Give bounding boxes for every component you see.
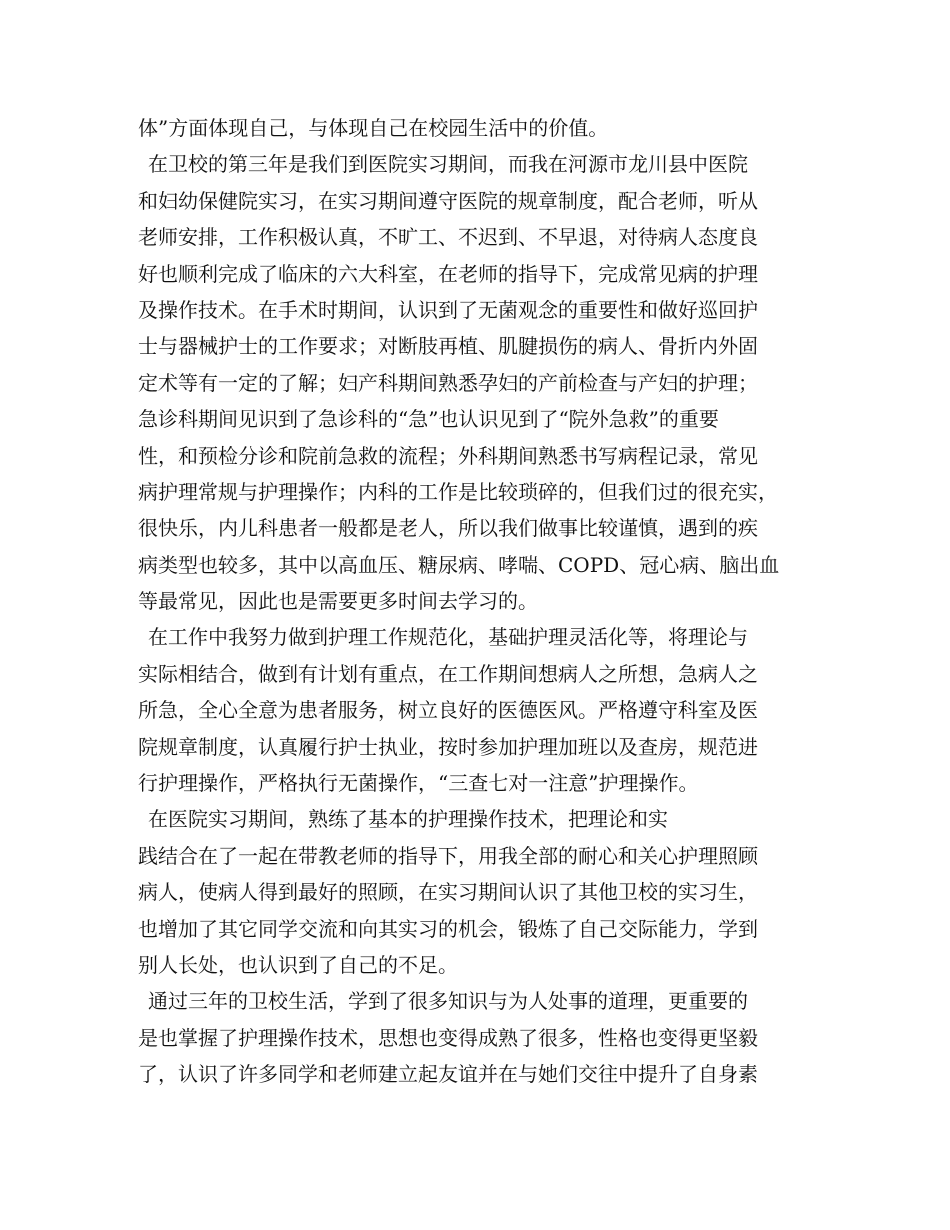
text-line: 是也掌握了护理操作技术，思想也变得成熟了很多，性格也变得更坚毅 xyxy=(138,1025,758,1050)
text-line: 定术等有一定的了解；妇产科期间熟悉孕妇的产前检查与产妇的护理； xyxy=(138,370,758,395)
text-line: 很快乐，内儿科患者一般都是老人，所以我们做事比较谨慎，遇到的疾 xyxy=(138,516,758,541)
text-line: 践结合在了一起在带教老师的指导下，用我全部的耐心和关心护理照顾 xyxy=(138,843,758,868)
text-line: 病护理常规与护理操作；内科的工作是比较琐碎的，但我们过的很充实， xyxy=(138,479,778,504)
text-line: 老师安排，工作积极认真，不旷工、不迟到、不早退，对待病人态度良 xyxy=(138,225,758,250)
text-line: 通过三年的卫校生活，学到了很多知识与为人处事的道理，更重要的 xyxy=(148,989,748,1014)
text-line: 实际相结合，做到有计划有重点，在工作期间想病人之所想，急病人之 xyxy=(138,661,758,686)
text-line: 好也顺利完成了临床的六大科室，在老师的指导下，完成常见病的护理 xyxy=(138,261,758,286)
text-line: 在工作中我努力做到护理工作规范化，基础护理灵活化等，将理论与 xyxy=(148,625,748,650)
text-line: 也增加了其它同学交流和向其实习的机会，锻炼了自己交际能力，学到 xyxy=(138,916,758,941)
text-line: 行护理操作，严格执行无菌操作，“三查七对一注意”护理操作。 xyxy=(138,771,699,796)
text-line: 和妇幼保健院实习，在实习期间遵守医院的规章制度，配合老师，听从 xyxy=(138,188,758,213)
text-line: 病类型也较多，其中以高血压、糖尿病、哮喘、COPD、冠心病、脑出血 xyxy=(138,552,780,577)
text-line: 病人，使病人得到最好的照顾，在实习期间认识了其他卫校的实习生， xyxy=(138,880,758,905)
text-line: 在卫校的第三年是我们到医院实习期间，而我在河源市龙川县中医院 xyxy=(148,152,748,177)
text-line: 所急，全心全意为患者服务，树立良好的医德医风。严格遵守科室及医 xyxy=(138,698,758,723)
text-line: 别人长处，也认识到了自己的不足。 xyxy=(138,952,458,977)
text-line: 及操作技术。在手术时期间，认识到了无菌观念的重要性和做好巡回护 xyxy=(138,297,758,322)
text-line: 体”方面体现自己，与体现自己在校园生活中的价值。 xyxy=(138,116,609,140)
text-line: 院规章制度，认真履行护士执业，按时参加护理加班以及查房，规范进 xyxy=(138,734,758,759)
text-line: 士与器械护士的工作要求；对断肢再植、肌腱损伤的病人、骨折内外固 xyxy=(138,334,758,359)
text-line: 等最常见，因此也是需要更多时间去学习的。 xyxy=(138,589,538,614)
document-body-text xyxy=(138,110,828,1093)
text-line: 性，和预检分诊和院前急救的流程；外科期间熟悉书写病程记录，常见 xyxy=(138,443,758,468)
text-line: 在医院实习期间，熟练了基本的护理操作技术，把理论和实 xyxy=(148,807,668,832)
text-line: 了，认识了许多同学和老师建立起友谊并在与她们交往中提升了自身素 xyxy=(138,1062,758,1087)
text-line: 急诊科期间见识到了急诊科的“急”也认识见到了“院外急救”的重要 xyxy=(138,407,719,432)
